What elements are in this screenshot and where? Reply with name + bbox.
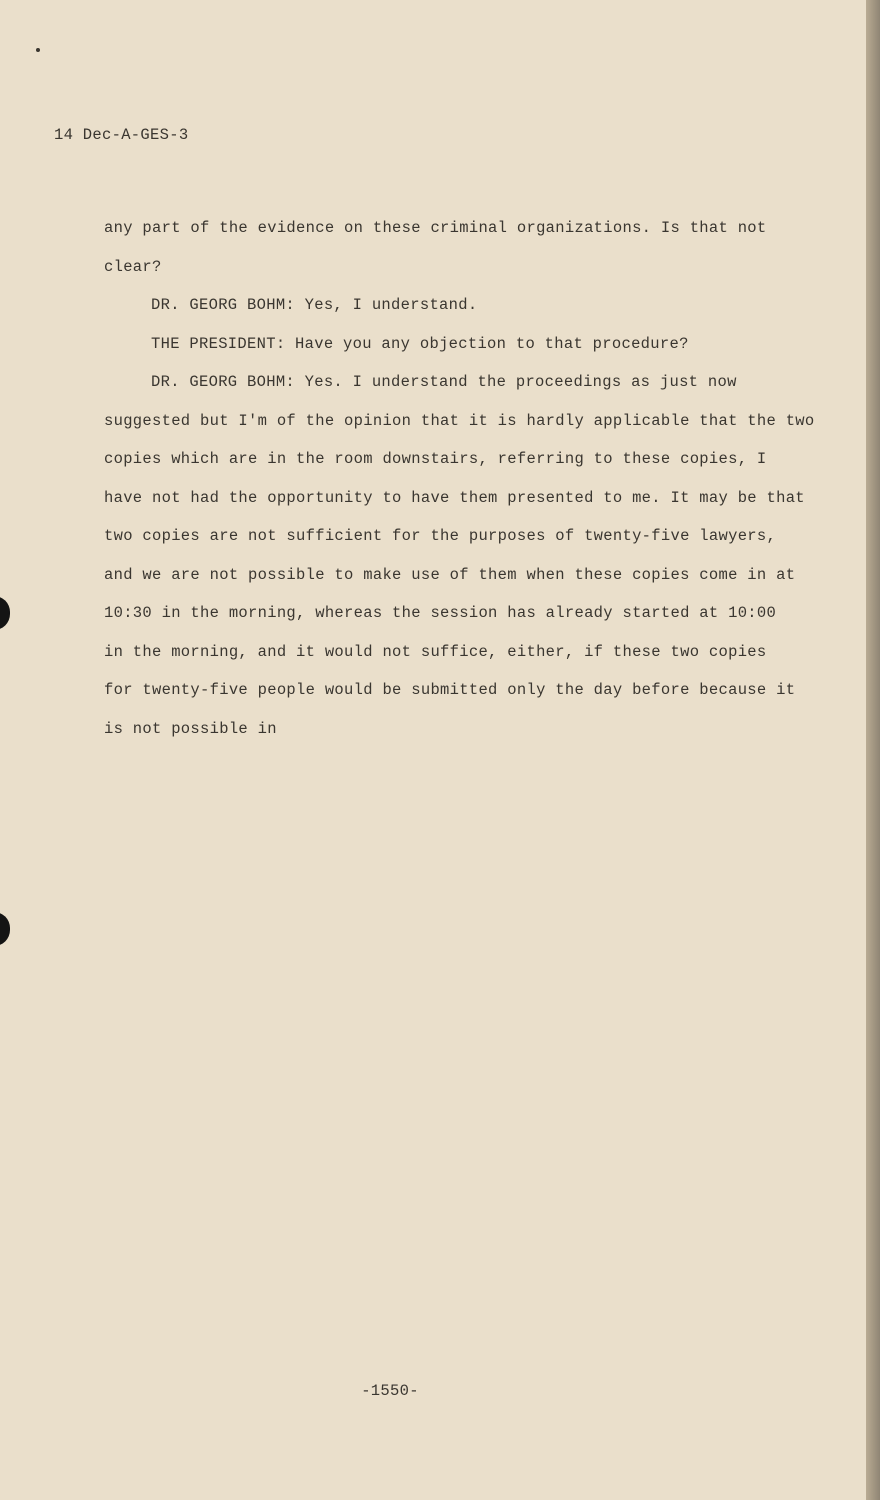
transcript-line: clear? — [104, 257, 162, 276]
transcript-line: have not had the opportunity to have them presented to me. It may be that — [104, 488, 805, 507]
punch-hole-lower — [0, 912, 10, 946]
speaker-line: THE PRESIDENT: Have you any objection to that procedure? — [151, 334, 689, 353]
transcript-body — [104, 214, 824, 753]
speaker-line: DR. GEORG BOHM: Yes. I understand the proceedings as just now — [151, 373, 737, 391]
page-number: -1550- — [361, 1382, 419, 1400]
transcript-line: and we are not possible to make use of them when these copies come in at — [104, 565, 796, 584]
transcript-line: 10:30 in the morning, whereas the session has already started at 10:00 — [104, 604, 777, 622]
ink-mark — [36, 48, 40, 52]
transcript-line: in the morning, and it would not suffice, either, if these two copies — [104, 642, 767, 661]
transcript-line: any part of the evidence on these criminal organizations. Is that not — [104, 219, 767, 237]
transcript-line: two copies are not sufficient for the purposes of twenty-five lawyers, — [104, 527, 777, 545]
transcript-line: is not possible in — [104, 719, 277, 738]
page-edge — [866, 0, 880, 1500]
document-reference: 14 Dec-A-GES-3 — [54, 126, 189, 144]
punch-hole-upper — [0, 596, 10, 630]
transcript-line: suggested but I'm of the opinion that it is hardly applicable that the two — [104, 411, 815, 430]
transcript-line: copies which are in the room downstairs, referring to these copies, I — [104, 450, 767, 468]
transcript-line: for twenty-five people would be submitted only the day before because it — [104, 681, 796, 699]
speaker-line: DR. GEORG BOHM: Yes, I understand. — [151, 296, 478, 314]
